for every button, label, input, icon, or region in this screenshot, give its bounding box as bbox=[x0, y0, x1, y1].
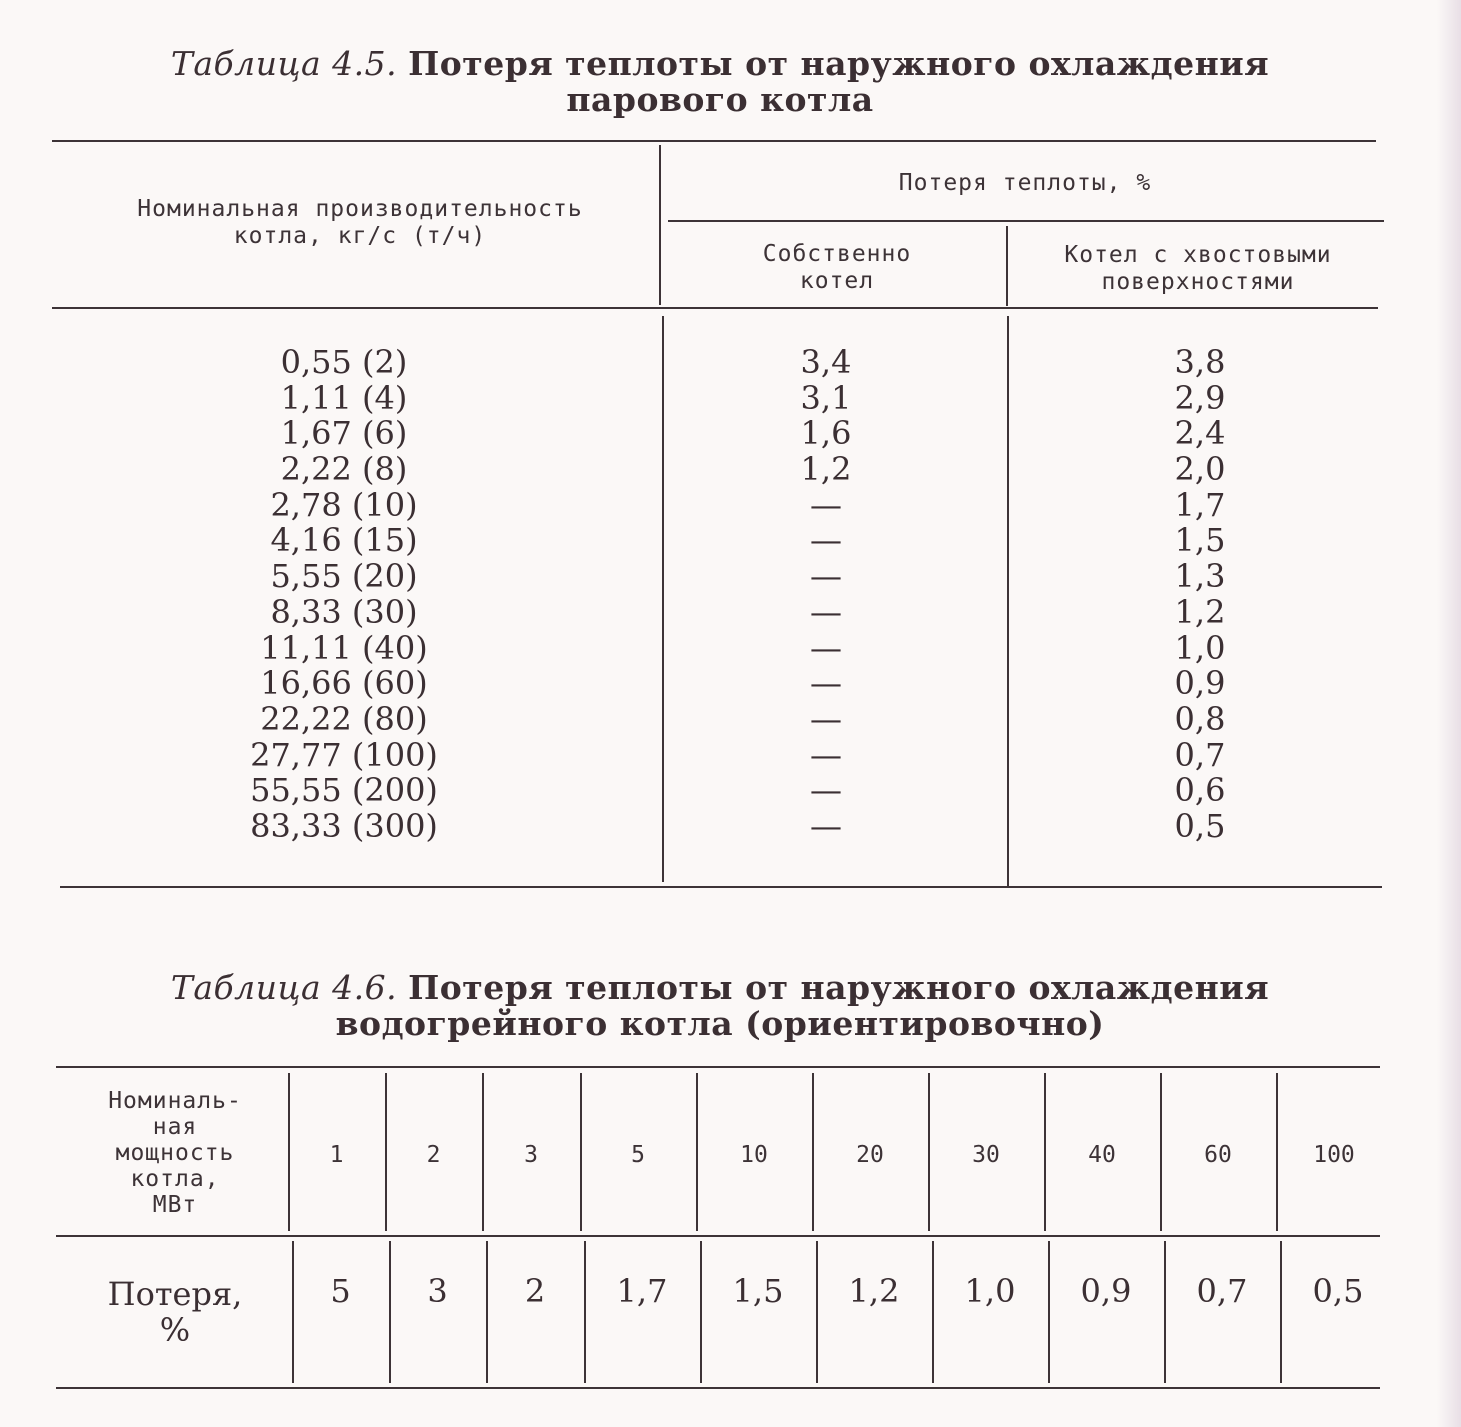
power-cell: 2 bbox=[426, 1142, 441, 1168]
capacity-cell: 4,16 (15) bbox=[270, 521, 418, 560]
boiler-with-tail-cell: 3,8 bbox=[1174, 343, 1226, 381]
table-4-6-divider-bottom bbox=[1280, 1241, 1282, 1383]
capacity-cell: 16,66 (60) bbox=[260, 664, 428, 703]
header-boiler-only bbox=[668, 241, 1006, 295]
table-4-5-caption bbox=[0, 46, 1440, 118]
boiler-only-cell: — bbox=[810, 485, 842, 524]
table-4-6-title-line2: водогрейного котла (ориентировочно) bbox=[335, 1004, 1105, 1043]
table-4-5-top-rule bbox=[52, 140, 1376, 142]
capacity-cell: 83,33 (300) bbox=[250, 806, 438, 845]
boiler-only-cell: — bbox=[810, 806, 842, 845]
row-label-heat-loss bbox=[60, 1276, 290, 1348]
table-4-6-caption bbox=[0, 970, 1440, 1042]
loss-cell: 0,9 bbox=[1080, 1272, 1132, 1310]
column-boiler-with-tail bbox=[1140, 345, 1260, 845]
boiler-only-cell: 3,4 bbox=[800, 343, 852, 381]
table-4-5-title-line2: парового котла bbox=[566, 80, 874, 119]
boiler-with-tail-cell: 0,9 bbox=[1174, 664, 1226, 703]
boiler-with-tail-cell: 1,5 bbox=[1174, 521, 1226, 560]
boiler-with-tail-cell: 0,6 bbox=[1174, 771, 1226, 810]
capacity-cell: 1,67 (6) bbox=[280, 414, 408, 453]
boiler-only-cell: — bbox=[810, 557, 842, 596]
boiler-with-tail-cell: 0,7 bbox=[1174, 735, 1226, 774]
table-4-5-group-rule bbox=[668, 220, 1384, 222]
boiler-only-cell: — bbox=[810, 592, 842, 631]
boiler-only-cell: — bbox=[810, 771, 842, 810]
boiler-with-tail-cell: 2,9 bbox=[1174, 378, 1226, 417]
header-nominal-capacity-line2: котла, кг/с (т/ч) bbox=[233, 223, 487, 249]
table-4-6-middle-rule bbox=[56, 1235, 1380, 1237]
capacity-cell: 0,55 (2) bbox=[280, 343, 408, 381]
row-label-nominal-power bbox=[60, 1088, 290, 1218]
table-4-6-bottom-rule bbox=[56, 1387, 1380, 1389]
table-4-5-body-divider-1 bbox=[662, 316, 664, 882]
capacity-cell: 8,33 (30) bbox=[270, 592, 418, 631]
row-label-nominal-power-line: МВт bbox=[152, 1192, 198, 1218]
boiler-with-tail-cell: 0,5 bbox=[1174, 806, 1226, 845]
table-4-6-top-rule bbox=[56, 1066, 1380, 1068]
boiler-only-cell: — bbox=[810, 664, 842, 703]
table-4-5-body-divider-2 bbox=[1007, 316, 1009, 886]
header-heat-loss-group: Потеря теплоты, % bbox=[898, 170, 1152, 196]
boiler-with-tail-cell: 2,4 bbox=[1174, 414, 1226, 453]
row-label-nominal-power-line: Номиналь- bbox=[108, 1088, 242, 1114]
table-4-6-divider-bottom bbox=[584, 1241, 586, 1383]
boiler-with-tail-cell: 1,3 bbox=[1174, 557, 1226, 596]
loss-cell: 1,7 bbox=[616, 1272, 668, 1310]
page-edge-shadow bbox=[1437, 0, 1461, 1427]
capacity-cell: 11,11 (40) bbox=[260, 628, 428, 667]
table-4-6-title: Потеря теплоты от наружного охлаждения bbox=[408, 968, 1270, 1007]
loss-cell: 0,5 bbox=[1312, 1272, 1364, 1310]
power-cell: 30 bbox=[972, 1142, 1000, 1168]
boiler-with-tail-cell: 2,0 bbox=[1174, 450, 1226, 489]
loss-cell: 1,2 bbox=[848, 1272, 900, 1310]
boiler-only-cell: 1,2 bbox=[800, 450, 852, 489]
table-4-6-divider-bottom bbox=[1164, 1241, 1166, 1383]
header-boiler-only-line1: Собственно bbox=[762, 241, 912, 267]
capacity-cell: 27,77 (100) bbox=[250, 735, 438, 774]
boiler-only-cell: 1,6 bbox=[800, 414, 852, 453]
boiler-with-tail-cell: 1,0 bbox=[1174, 628, 1226, 667]
capacity-cell: 2,78 (10) bbox=[270, 485, 418, 524]
loss-cell: 5 bbox=[330, 1272, 351, 1310]
capacity-cell: 1,11 (4) bbox=[280, 378, 408, 417]
boiler-only-cell: — bbox=[810, 735, 842, 774]
table-4-5-header-rule bbox=[52, 307, 1378, 309]
table-4-6-divider-bottom bbox=[700, 1241, 702, 1383]
table-4-6-divider-bottom bbox=[932, 1241, 934, 1383]
header-boiler-with-tail bbox=[1010, 242, 1386, 296]
loss-cell: 0,7 bbox=[1196, 1272, 1248, 1310]
table-4-5-label: Таблица 4.5. bbox=[170, 44, 398, 83]
header-boiler-only-line2: котел bbox=[799, 268, 875, 294]
header-boiler-with-tail-line1: Котел с хвостовыми bbox=[1064, 242, 1332, 268]
power-cell: 3 bbox=[524, 1142, 538, 1168]
table-4-6-label: Таблица 4.6. bbox=[170, 968, 398, 1007]
header-nominal-capacity bbox=[60, 196, 660, 250]
column-capacity bbox=[214, 345, 474, 845]
table-4-5-header-divider-2 bbox=[1006, 226, 1008, 306]
row-label-heat-loss-line: % bbox=[159, 1311, 191, 1349]
table-4-6-divider-bottom bbox=[486, 1241, 488, 1383]
loss-cell: 1,0 bbox=[964, 1272, 1016, 1310]
table-4-6-divider-bottom bbox=[1048, 1241, 1050, 1383]
loss-cell: 3 bbox=[427, 1272, 448, 1310]
capacity-cell: 5,55 (20) bbox=[270, 557, 418, 596]
capacity-cell: 22,22 (80) bbox=[260, 699, 428, 738]
header-boiler-with-tail-line2: поверхностями bbox=[1101, 269, 1295, 295]
boiler-with-tail-cell: 0,8 bbox=[1174, 699, 1226, 738]
capacity-cell: 55,55 (200) bbox=[250, 771, 438, 810]
table-4-6-divider-bottom bbox=[292, 1241, 294, 1383]
loss-cell: 1,5 bbox=[732, 1272, 784, 1310]
row-label-heat-loss-line: Потеря, bbox=[107, 1275, 243, 1313]
row-label-nominal-power-line: котла, bbox=[130, 1166, 220, 1192]
table-4-6-divider-bottom bbox=[816, 1241, 818, 1383]
boiler-only-cell: — bbox=[810, 521, 842, 560]
capacity-cell: 2,22 (8) bbox=[280, 450, 408, 489]
row-label-nominal-power-line: ная bbox=[152, 1114, 198, 1140]
boiler-with-tail-cell: 1,2 bbox=[1174, 592, 1226, 631]
boiler-only-cell: — bbox=[810, 628, 842, 667]
table-4-6-divider-bottom bbox=[389, 1241, 391, 1383]
power-cell: 1 bbox=[329, 1142, 344, 1168]
boiler-with-tail-cell: 1,7 bbox=[1174, 485, 1226, 524]
boiler-only-cell: — bbox=[810, 699, 842, 738]
power-cell: 100 bbox=[1313, 1142, 1355, 1168]
table-4-5-title: Потеря теплоты от наружного охлаждения bbox=[408, 44, 1270, 83]
power-cell: 20 bbox=[856, 1142, 884, 1168]
table-4-5-bottom-rule bbox=[60, 886, 1382, 888]
power-cell: 40 bbox=[1088, 1142, 1116, 1168]
power-cell: 10 bbox=[740, 1142, 768, 1168]
column-boiler-only bbox=[766, 345, 886, 845]
loss-cell: 2 bbox=[524, 1272, 546, 1310]
header-nominal-capacity-line1: Номинальная производительность bbox=[137, 196, 583, 222]
row-label-nominal-power-line: мощность bbox=[115, 1140, 235, 1166]
power-cell: 60 bbox=[1204, 1142, 1232, 1168]
power-cell: 5 bbox=[631, 1142, 645, 1168]
boiler-only-cell: 3,1 bbox=[800, 378, 852, 417]
